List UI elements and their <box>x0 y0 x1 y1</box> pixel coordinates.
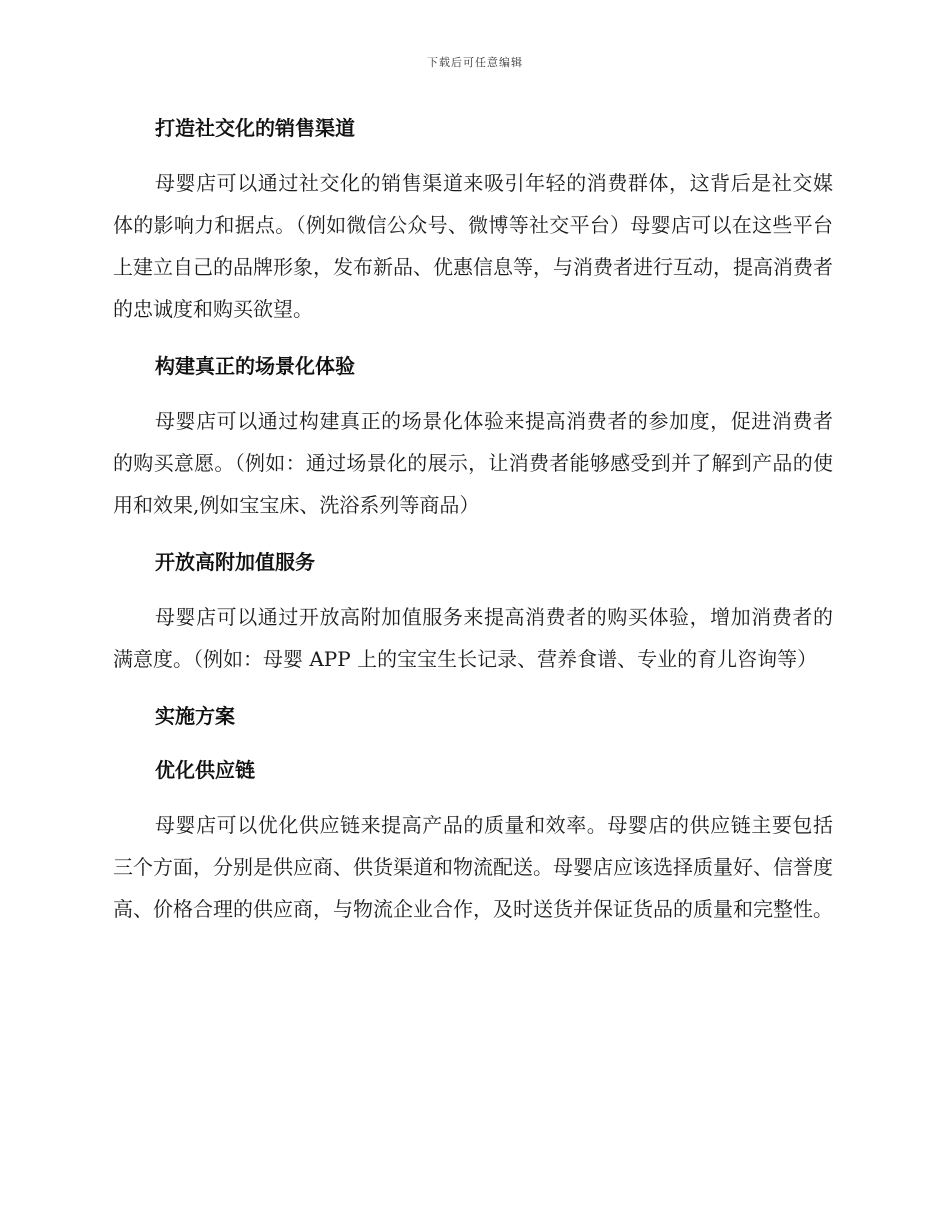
section-paragraph-value-added-services: 母婴店可以通过开放高附加值服务来提高消费者的购买体验，增加消费者的满意度。（例如：母婴 APP 上的宝宝生长记录、营养食谱、专业的育儿咨询等） <box>113 605 833 671</box>
page-header-note: 下载后可任意编辑 <box>427 56 523 69</box>
section-paragraph-scene-experience: 母婴店可以通过构建真正的场景化体验来提高消费者的参加度，促进消费者的购买意愿。（例如：通过场景化的展示，让消费者能够感受到并了解到产品的使用和效果,例如宝宝床、洗浴系列等商品） <box>113 409 833 517</box>
section-heading-implementation-plan: 实施方案 <box>155 704 235 728</box>
section-paragraph-supply-chain: 母婴店可以优化供应链来提高产品的质量和效率。母婴店的供应链主要包括三个方面，分别是供应商、供货渠道和物流配送。母婴店应该选择质量好、信誉度高、价格合理的供应商，与物流企业合作，及时送货并保证货品的质量和完整性。 <box>113 813 833 921</box>
section-heading-value-added-services: 开放高附加值服务 <box>155 550 315 574</box>
section-paragraph-social-sales: 母婴店可以通过社交化的销售渠道来吸引年轻的消费群体，这背后是社交媒体的影响力和据点。（例如微信公众号、微博等社交平台）母婴店可以在这些平台上建立自己的品牌形象，发布新品、优惠信息等，与消费者进行互动，提高消费者的忠诚度和购买欲望。 <box>113 171 833 321</box>
section-heading-supply-chain: 优化供应链 <box>155 758 255 782</box>
section-heading-social-sales: 打造社交化的销售渠道 <box>155 116 355 140</box>
section-heading-scene-experience: 构建真正的场景化体验 <box>155 354 355 378</box>
document-body <box>113 108 833 930</box>
